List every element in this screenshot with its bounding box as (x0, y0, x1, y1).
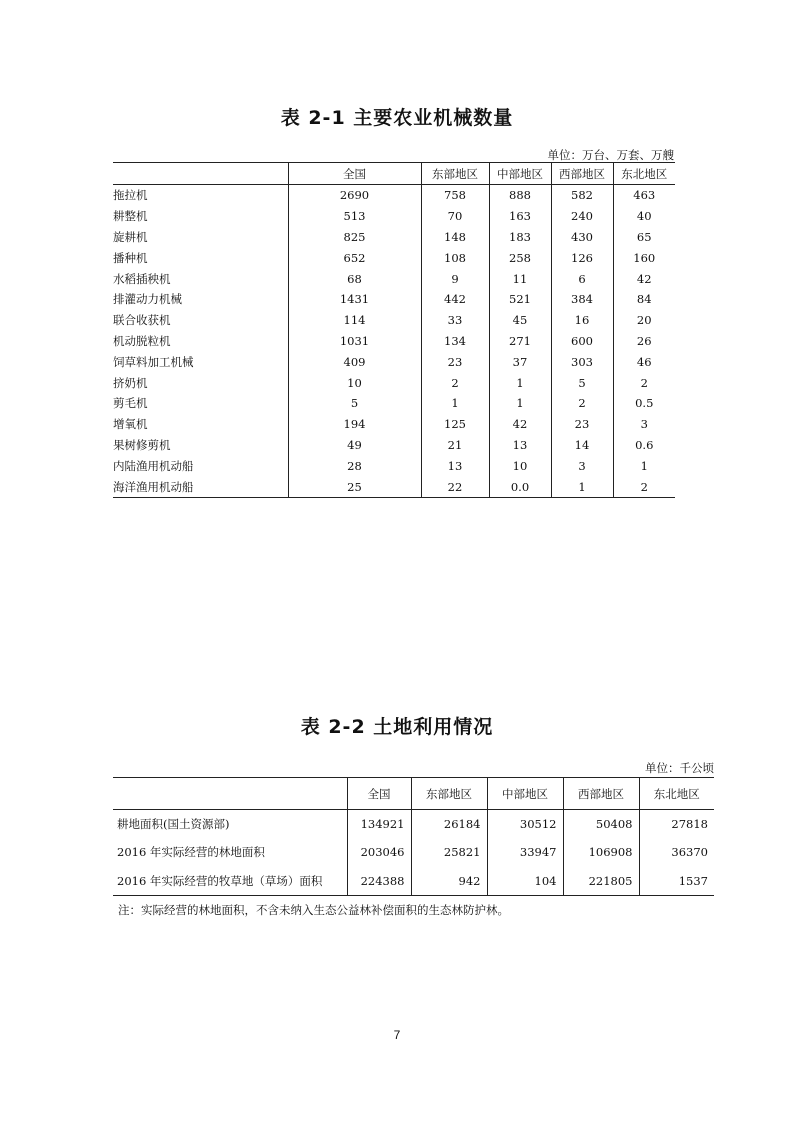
table-cell: 70 (421, 206, 489, 227)
table-cell: 10 (288, 372, 421, 393)
column-header: 全国 (347, 778, 411, 810)
column-header: 全国 (288, 163, 421, 185)
table-cell: 11 (489, 268, 551, 289)
table-cell: 148 (421, 227, 489, 248)
table-cell: 600 (551, 331, 613, 352)
table-cell: 1431 (288, 289, 421, 310)
table-cell: 21 (421, 435, 489, 456)
table-cell: 758 (421, 185, 489, 206)
row-label: 增氧机 (113, 417, 148, 432)
table-note: 注：实际经营的林地面积，不含未纳入生态公益林补偿面积的生态林防护林。 (118, 903, 509, 917)
table-cell: 16 (551, 310, 613, 331)
table-cell: 108 (421, 247, 489, 268)
table-cell: 1 (613, 455, 675, 476)
table-cell: 258 (489, 247, 551, 268)
table-cell: 65 (613, 227, 675, 248)
table-cell: 5 (551, 372, 613, 393)
table-cell: 442 (421, 289, 489, 310)
table-row (113, 435, 675, 456)
table-cell: 942 (411, 867, 487, 896)
table-cell: 114 (288, 310, 421, 331)
table-cell: 1 (489, 372, 551, 393)
table-cell: 26 (613, 331, 675, 352)
table-cell: 13 (421, 455, 489, 476)
column-header: 西部地区 (563, 778, 639, 810)
table-cell: 2 (613, 476, 675, 497)
table2-title: 表 2-2 土地利用情况 (300, 716, 494, 738)
column-header: 中部地区 (487, 778, 563, 810)
table-cell: 430 (551, 227, 613, 248)
table-cell: 104 (487, 867, 563, 896)
table-cell: 194 (288, 414, 421, 435)
column-header: 东部地区 (411, 778, 487, 810)
table-row (113, 185, 675, 206)
land-use-table (113, 777, 714, 896)
row-label: 水稻插秧机 (113, 271, 171, 286)
table-cell: 37 (489, 351, 551, 372)
table-cell: 2 (421, 372, 489, 393)
table-cell: 183 (489, 227, 551, 248)
row-label: 内陆渔用机动船 (113, 458, 194, 473)
table2-unit: 单位：千公顷 (645, 761, 714, 775)
table-cell: 240 (551, 206, 613, 227)
table-cell: 23 (551, 414, 613, 435)
table-row (113, 331, 675, 352)
table-cell: 10 (489, 455, 551, 476)
table-cell: 2 (613, 372, 675, 393)
table-cell: 68 (288, 268, 421, 289)
table-header-row (113, 163, 675, 185)
row-label: 播种机 (113, 250, 148, 265)
table-cell: 125 (421, 414, 489, 435)
table-cell: 23 (421, 351, 489, 372)
row-label: 剪毛机 (113, 396, 148, 411)
table-cell: 50408 (563, 810, 639, 839)
table-cell: 13 (489, 435, 551, 456)
table-cell: 2690 (288, 185, 421, 206)
table-cell: 271 (489, 331, 551, 352)
table-cell: 1 (551, 476, 613, 497)
table-cell: 1 (489, 393, 551, 414)
table-header-row (113, 778, 714, 810)
table-cell: 582 (551, 185, 613, 206)
row-label: 机动脱粒机 (113, 333, 171, 348)
table-cell: 303 (551, 351, 613, 372)
table-row (113, 393, 675, 414)
row-label: 耕地面积(国土资源部) (117, 817, 230, 832)
row-label: 饲草料加工机械 (113, 354, 194, 369)
table-row (113, 867, 714, 896)
table-cell: 36370 (639, 838, 714, 866)
column-header: 东北地区 (639, 778, 714, 810)
row-label: 2016 年实际经营的牧草地（草场）面积 (113, 867, 347, 896)
table-cell: 0.6 (613, 435, 675, 456)
row-label: 果树修剪机 (113, 437, 171, 452)
table-row (113, 351, 675, 372)
table-cell: 652 (288, 247, 421, 268)
column-header (113, 163, 288, 185)
table-row (113, 289, 675, 310)
table-cell: 463 (613, 185, 675, 206)
table-cell: 45 (489, 310, 551, 331)
table-cell: 9 (421, 268, 489, 289)
machinery-table (113, 162, 675, 498)
table-row (113, 227, 675, 248)
table-cell: 22 (421, 476, 489, 497)
table-cell: 0.0 (489, 476, 551, 497)
column-header: 西部地区 (551, 163, 613, 185)
table-row (113, 414, 675, 435)
table1-title: 表 2-1 主要农业机械数量 (280, 107, 514, 129)
table-row (113, 455, 675, 476)
table-cell: 20 (613, 310, 675, 331)
table1-unit: 单位：万台、万套、万艘 (547, 148, 674, 162)
table-cell: 409 (288, 351, 421, 372)
table-cell: 224388 (347, 867, 411, 896)
table-cell: 84 (613, 289, 675, 310)
table-cell: 42 (613, 268, 675, 289)
table-cell: 221805 (563, 867, 639, 896)
page-number: 7 (393, 1028, 401, 1042)
table-cell: 46 (613, 351, 675, 372)
table-cell: 26184 (411, 810, 487, 839)
row-label: 海洋渔用机动船 (113, 476, 288, 497)
row-label: 排灌动力机械 (113, 292, 182, 307)
table-cell: 5 (288, 393, 421, 414)
table-cell: 1 (421, 393, 489, 414)
table-cell: 3 (613, 414, 675, 435)
table-cell: 33 (421, 310, 489, 331)
table-cell: 106908 (563, 838, 639, 866)
table-cell: 33947 (487, 838, 563, 866)
table-row (113, 476, 675, 497)
table-cell: 160 (613, 247, 675, 268)
table-cell: 42 (489, 414, 551, 435)
table-row (113, 810, 714, 839)
table-cell: 3 (551, 455, 613, 476)
table-cell: 163 (489, 206, 551, 227)
table-cell: 134 (421, 331, 489, 352)
table-row (113, 372, 675, 393)
table-row (113, 310, 675, 331)
column-header: 中部地区 (489, 163, 551, 185)
table-cell: 825 (288, 227, 421, 248)
table-cell: 126 (551, 247, 613, 268)
table-cell: 6 (551, 268, 613, 289)
table-row (113, 206, 675, 227)
column-header: 东北地区 (613, 163, 675, 185)
table-row (113, 247, 675, 268)
table-cell: 49 (288, 435, 421, 456)
table-cell: 28 (288, 455, 421, 476)
row-label: 耕整机 (113, 209, 148, 224)
table-row (113, 268, 675, 289)
table-cell: 40 (613, 206, 675, 227)
table-cell: 25 (288, 476, 421, 497)
table-cell: 203046 (347, 838, 411, 866)
table-cell: 1031 (288, 331, 421, 352)
table-cell: 134921 (347, 810, 411, 839)
table-cell: 25821 (411, 838, 487, 866)
table-cell: 1537 (639, 867, 714, 896)
row-label: 拖拉机 (113, 188, 148, 203)
table-cell: 513 (288, 206, 421, 227)
table-cell: 384 (551, 289, 613, 310)
table-cell: 2 (551, 393, 613, 414)
table-row (113, 838, 714, 866)
column-header: 东部地区 (421, 163, 489, 185)
table-cell: 521 (489, 289, 551, 310)
table-cell: 0.5 (613, 393, 675, 414)
row-label: 2016 年实际经营的林地面积 (117, 845, 265, 860)
table-cell: 30512 (487, 810, 563, 839)
row-label: 联合收获机 (113, 313, 171, 328)
table-cell: 27818 (639, 810, 714, 839)
column-header (113, 778, 347, 810)
table-cell: 14 (551, 435, 613, 456)
row-label: 挤奶机 (113, 375, 148, 390)
table-cell: 888 (489, 185, 551, 206)
row-label: 旋耕机 (113, 229, 148, 244)
